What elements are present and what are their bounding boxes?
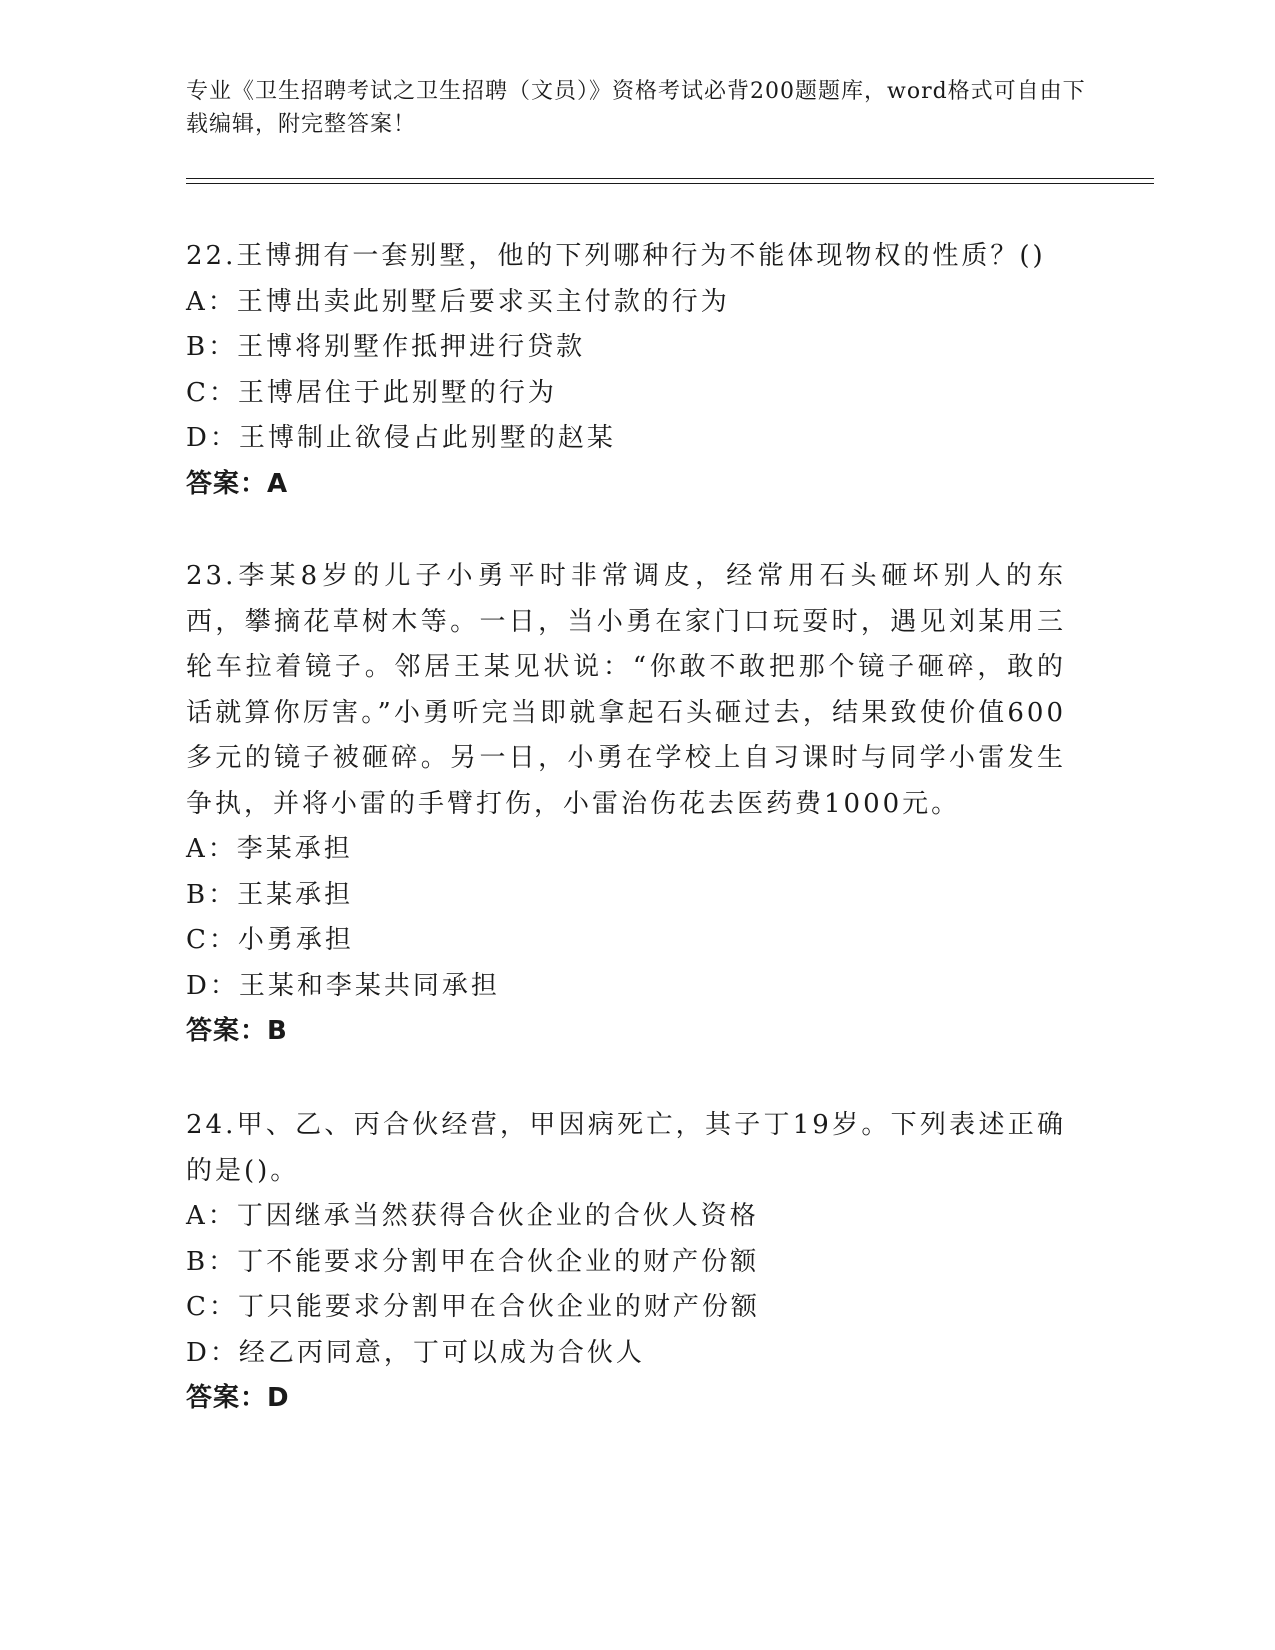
- option-b: B：王某承担: [186, 879, 354, 910]
- question-22: [186, 234, 1066, 507]
- option-b: B：王博将别墅作抵押进行贷款: [186, 332, 586, 362]
- answer-line: 答案：D: [186, 1383, 290, 1413]
- question-24: [186, 1103, 1066, 1422]
- question-stem: 23.李某8岁的儿子小勇平时非常调皮，经常用石头砸坏别人的东西，攀摘花草树木等。一日，当小勇在家门口玩耍时，遇见刘某用三轮车拉着镜子。邻居王某见状说：“你敢不敢把那个镜子砸碎，敢的话就算你厉害。”小勇听完当即就拿起石头砸过去，结果致使价值600多元的镜子被砸碎。另一日，小勇在学校上自习课时与同学小雷发生争执，并将小雷的手臂打伤，小雷治伤花去医药费1000元。: [186, 561, 1066, 819]
- option-d: D：王某和李某共同承担: [186, 970, 500, 1001]
- answer-line: 答案：A: [186, 468, 289, 499]
- header-text: 专业《卫生招聘考试之卫生招聘（文员）》资格考试必背200题题库，word格式可自由下载编辑，附完整答案！: [186, 79, 1086, 137]
- option-a: A：丁因继承当然获得合伙企业的合伙人资格: [186, 1201, 759, 1231]
- option-b: B：丁不能要求分割甲在合伙企业的财产份额: [186, 1246, 760, 1277]
- header-divider-top: [186, 178, 1154, 179]
- question-stem: 24.甲、乙、丙合伙经营，甲因病死亡，其子丁19岁。下列表述正确的是()。: [186, 1110, 1066, 1186]
- document-header: [186, 75, 1086, 141]
- option-c: C：小勇承担: [186, 925, 354, 955]
- question-stem: 22.王博拥有一套别墅，他的下列哪种行为不能体现物权的性质？(): [186, 241, 1046, 271]
- answer-line: 答案：B: [186, 1016, 288, 1046]
- option-a: A：王博出卖此别墅后要求买主付款的行为: [186, 286, 730, 317]
- question-23: [186, 554, 1066, 1055]
- option-d: D：王博制止欲侵占此别墅的赵某: [186, 423, 616, 453]
- header-divider-bottom: [186, 183, 1154, 184]
- option-c: C：王博居住于此别墅的行为: [186, 377, 557, 408]
- option-a: A：李某承担: [186, 834, 353, 864]
- option-d: D：经乙丙同意，丁可以成为合伙人: [186, 1337, 645, 1368]
- option-c: C：丁只能要求分割甲在合伙企业的财产份额: [186, 1292, 760, 1322]
